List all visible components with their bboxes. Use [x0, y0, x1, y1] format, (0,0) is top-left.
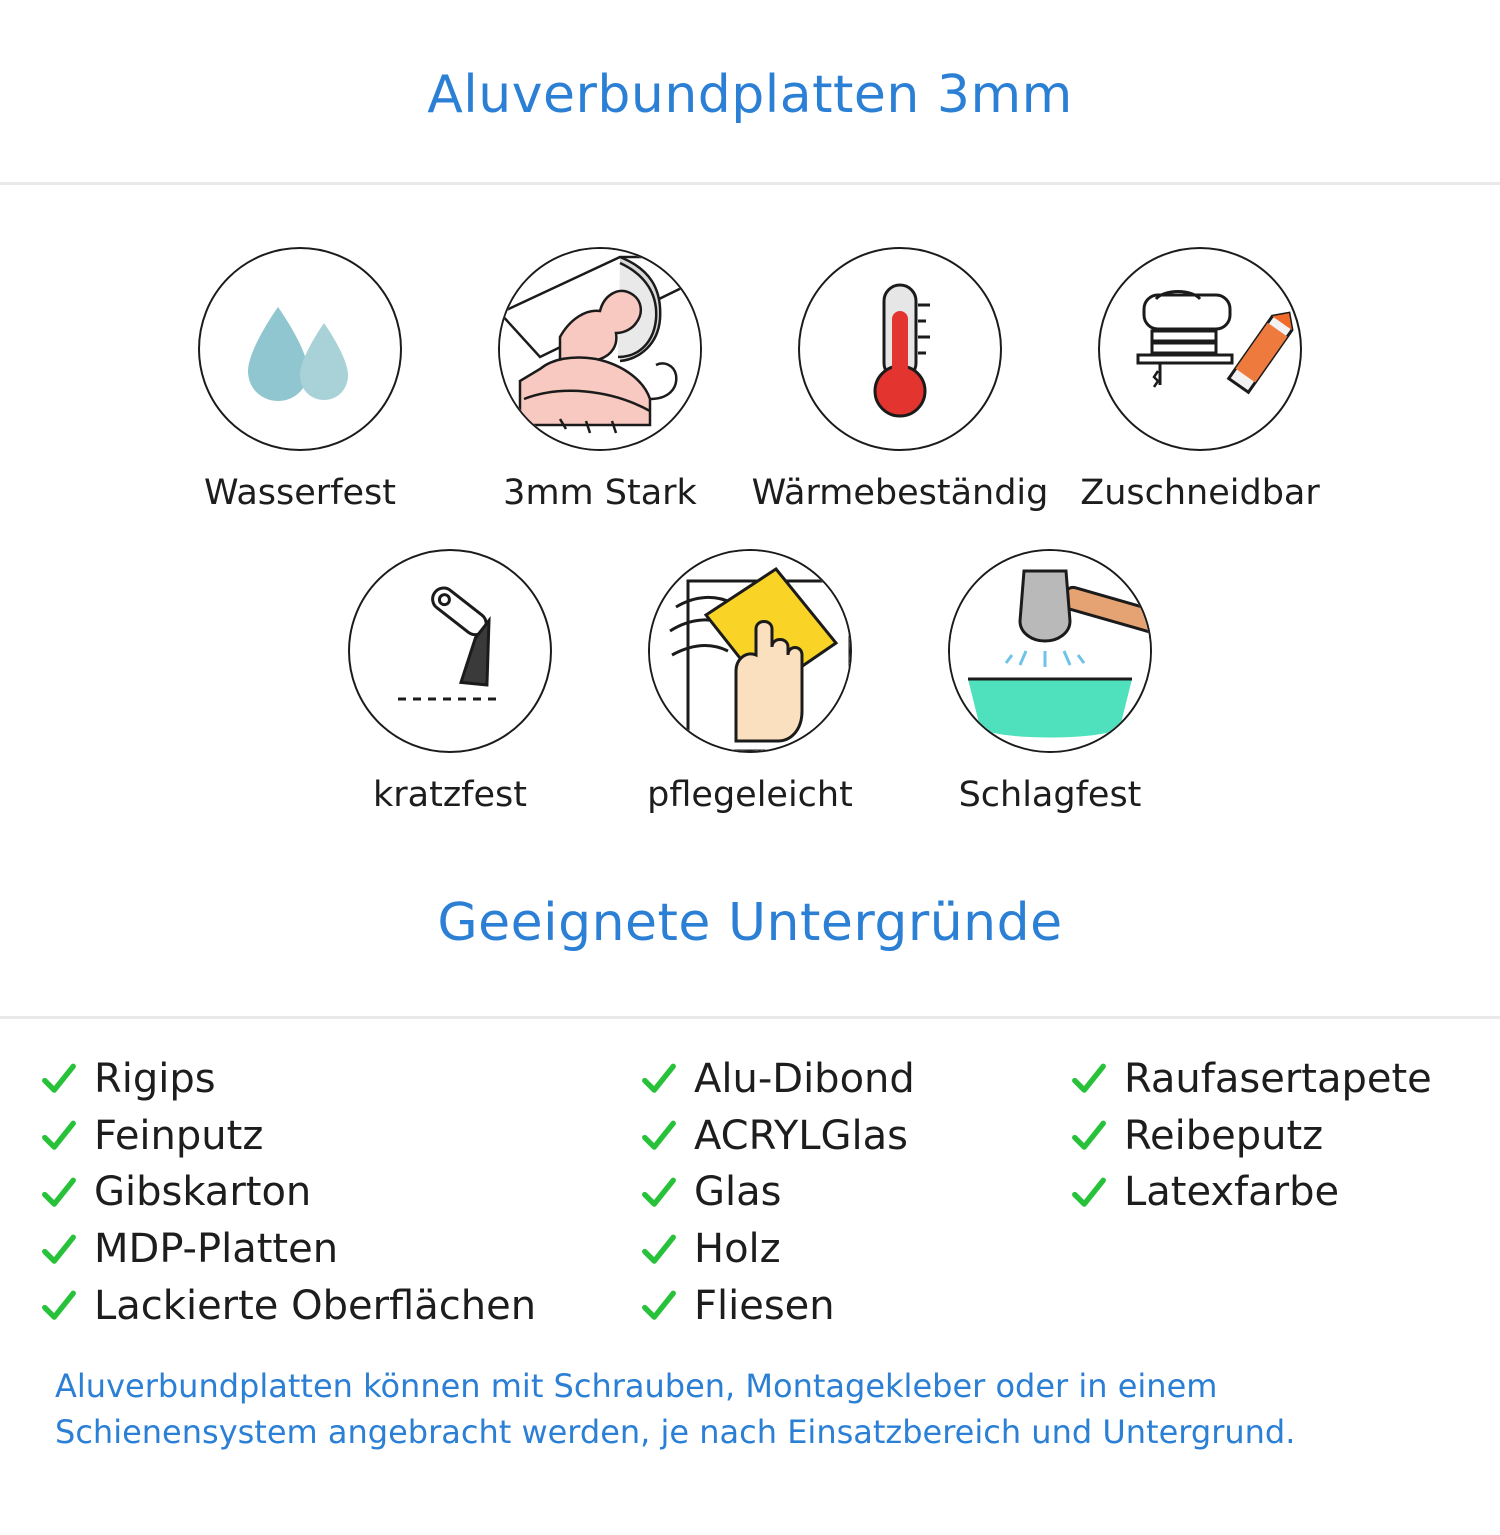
check-icon [640, 1174, 678, 1212]
feature-label: kratzfest [372, 774, 527, 815]
list-item [1070, 1110, 1500, 1163]
feature-label: Zuschneidbar [1080, 472, 1320, 513]
list-item-label: Latexfarbe [1124, 1169, 1340, 1216]
list-item [640, 1166, 1070, 1219]
substrates-title: Geeignete Untergründe [437, 892, 1063, 953]
list-item-label: Gibskarton [94, 1169, 312, 1216]
substrates-list [0, 1019, 1500, 1333]
list-item-label: Alu-Dibond [694, 1055, 915, 1102]
feature-kratzfest [300, 549, 600, 815]
check-icon [40, 1117, 78, 1155]
feature-pflegeleicht [600, 549, 900, 815]
list-item-label: Holz [694, 1226, 781, 1273]
list-item [40, 1166, 640, 1219]
feature-zuschneidbar [1050, 247, 1350, 513]
list-item [640, 1280, 1070, 1333]
feature-label: Wärmebeständig [751, 472, 1049, 513]
list-item-label: ACRYLGlas [694, 1112, 909, 1159]
list-item-label: Raufasertapete [1124, 1055, 1432, 1102]
hammer-impact-icon [948, 549, 1152, 753]
check-icon [1070, 1174, 1108, 1212]
list-item-label: Fliesen [694, 1283, 835, 1329]
page-title: Aluverbundplatten 3mm [427, 64, 1073, 125]
check-icon [40, 1231, 78, 1269]
substrates-column-3 [1070, 1053, 1500, 1333]
feature-3mm-stark [450, 247, 750, 513]
cleaning-cloth-icon [648, 549, 852, 753]
water-drops-icon [198, 247, 402, 451]
check-icon [40, 1060, 78, 1098]
list-item [640, 1223, 1070, 1276]
check-icon [640, 1060, 678, 1098]
list-item [1070, 1166, 1500, 1219]
list-item-label: Reibeputz [1124, 1112, 1324, 1159]
feature-label: pflegeleicht [647, 774, 853, 815]
check-icon [40, 1174, 78, 1212]
feature-row-2 [0, 549, 1500, 815]
flexing-arm-icon [498, 247, 702, 451]
list-item [40, 1280, 640, 1333]
jigsaw-cutter-icon [1098, 247, 1302, 451]
feature-schlagfest [900, 549, 1200, 815]
check-icon [640, 1287, 678, 1325]
check-icon [1070, 1117, 1108, 1155]
check-icon [640, 1117, 678, 1155]
feature-wasserfest [150, 247, 450, 513]
feature-label: Wasserfest [203, 472, 397, 513]
feature-label: Schlagfest [958, 774, 1142, 815]
footer-note: Aluverbundplatten können mit Schrauben, Montagekleber oder in einem Schienensystem angebracht werden, je nach Einsatzbereich und Untergrund. [55, 1366, 1296, 1452]
list-item [40, 1053, 640, 1106]
thermometer-icon [798, 247, 1002, 451]
list-item-label: Glas [694, 1169, 782, 1216]
feature-label: 3mm Stark [503, 472, 697, 513]
list-item [640, 1110, 1070, 1163]
list-item [1070, 1053, 1500, 1106]
list-item-label: Rigips [94, 1055, 216, 1102]
feature-waermebestaendig [750, 247, 1050, 513]
check-icon [1070, 1060, 1108, 1098]
check-icon [640, 1231, 678, 1269]
substrates-column-2 [640, 1053, 1070, 1333]
list-item-label: Feinputz [94, 1112, 264, 1159]
knife-scratch-icon [348, 549, 552, 753]
check-icon [40, 1287, 78, 1325]
feature-row-1 [0, 247, 1500, 513]
list-item [640, 1053, 1070, 1106]
list-item-label: MDP-Platten [94, 1226, 339, 1273]
infographic-page [0, 35, 1500, 1535]
divider-top [0, 182, 1500, 185]
substrates-column-1 [40, 1053, 640, 1333]
list-item [40, 1223, 640, 1276]
list-item [40, 1110, 640, 1163]
list-item-label: Lackierte Oberflächen [94, 1283, 537, 1329]
